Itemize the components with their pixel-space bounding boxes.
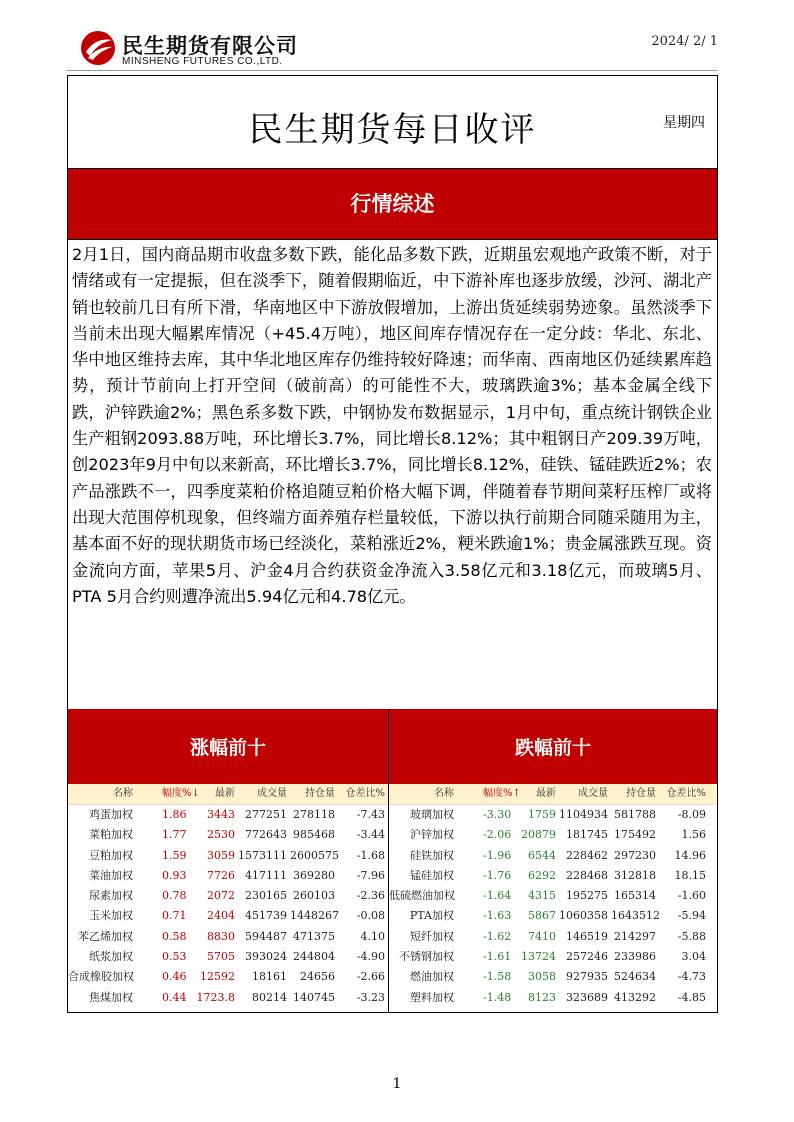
gainers-title: 涨幅前十	[68, 709, 388, 784]
cell-open-interest: 140745	[293, 990, 335, 1004]
cell-volume: 927935	[566, 970, 608, 984]
cell-oi-change: 1.56	[681, 828, 706, 842]
table-row	[389, 846, 717, 866]
col-last: 最新	[215, 788, 235, 799]
col-change: 幅度%↓	[162, 788, 200, 799]
table-row	[389, 947, 717, 967]
cell-oi-change: -1.60	[677, 889, 706, 903]
cell-last: 3058	[528, 970, 556, 984]
cell-last: 1723.8	[196, 990, 235, 1004]
gainers-body	[68, 805, 388, 1008]
cell-oi-change: -2.66	[356, 970, 385, 984]
section-banner	[68, 169, 717, 240]
col-volume: 成交量	[257, 788, 287, 799]
cell-last: 2530	[207, 828, 235, 842]
cell-open-interest: 233986	[614, 950, 656, 964]
cell-change: -1.61	[483, 950, 512, 964]
table-row	[389, 967, 717, 987]
table-row	[68, 846, 388, 866]
cell-name: 纸浆加权	[89, 950, 133, 964]
table-row	[389, 988, 717, 1008]
cell-change: 0.58	[162, 929, 187, 943]
cell-last: 5705	[207, 950, 235, 964]
cell-change: 0.93	[162, 868, 187, 882]
page-title: 民生期货每日收评	[248, 110, 537, 150]
cell-volume: 195275	[566, 889, 608, 903]
cell-name: 豆粕加权	[89, 848, 133, 862]
table-row	[68, 906, 388, 926]
cell-name: 玉米加权	[89, 909, 133, 923]
cell-name: 玻璃加权	[410, 808, 454, 821]
cell-volume: 257246	[566, 950, 608, 964]
cell-last: 2072	[207, 889, 235, 903]
cell-change: -1.96	[483, 848, 512, 862]
cell-change: 0.46	[162, 970, 187, 984]
cell-name: 锰硅加权	[410, 868, 454, 882]
cell-open-interest: 312818	[614, 868, 656, 882]
cell-change: -1.62	[483, 929, 512, 943]
cell-name: 低硫燃油加权	[389, 889, 455, 903]
cell-oi-change: 14.96	[674, 848, 706, 862]
header-divider	[66, 70, 718, 71]
cell-change: -3.30	[483, 808, 512, 821]
cell-change: -2.06	[483, 828, 512, 842]
cell-open-interest: 1643512	[611, 909, 660, 923]
cell-oi-change: -4.90	[356, 950, 385, 964]
report-frame	[67, 75, 718, 1013]
cell-change: 0.71	[162, 909, 187, 923]
cell-last: 2404	[207, 909, 235, 923]
cell-open-interest: 1448267	[290, 909, 339, 923]
cell-open-interest: 413292	[614, 990, 656, 1004]
market-summary: 2月1日，国内商品期市收盘多数下跌，能化品多数下跌，近期虽宏观地产政策不断，对于情绪或有一定提振，但在淡季下，随着假期临近，中下游补库也逐步放缓，沙河、湖北产销也较前几日有所下滑，华南地区中下游放假增加，上游出货延续弱势迹象。虽然淡季下当前未出现大幅累库情况（+45.4万吨），地区间库存情况存在一定分歧：华北、东北、华中地区维持去库，其中华北地区库存仍维持较好降速；而华南、西南地区仍延续累库趋势，预计节前向上打开空间（破前高）的可能性不大，玻璃跌逾3%；基本金属全线下跌，沪锌跌逾2%；黑色系多数下跌，中钢协发布数据显示，1月中旬，重点统计钢铁企业生产粗钢2093.88万吨，环比增长3.7%，同比增长8.12%；其中粗钢日产209.39万吨，创2023年9月中旬以来新高，环比增长3.7%，同比增长8.12%，硅铁、锰硅跌近2%；农产品涨跌不一，四季度菜粕价格追随豆粕价格大幅下调，伴随着春节期间菜籽压榨厂或将出现大范围停机现象，但终端方面养殖存栏量较低，下游以执行前期合同随采随用为主，基本面不好的现状期货市场已经淡化，菜粕涨近2%，粳米跌逾1%；贵金属涨跌互现。资金流向方面，苹果5月、沪金4月合约获资金净流入3.58亿元和3.18亿元，而玻璃5月、PTA 5月合约则遭净流出5.94亿元和4.78亿元。	[72, 245, 712, 606]
cell-last: 7410	[528, 929, 556, 943]
cell-oi-change: 4.10	[360, 929, 385, 943]
cell-oi-change: -4.73	[677, 970, 706, 984]
cell-change: 1.59	[162, 848, 187, 862]
page-header	[0, 0, 794, 72]
cell-open-interest: 471375	[293, 929, 335, 943]
cell-last: 13724	[521, 950, 556, 964]
cell-volume: 1060358	[559, 909, 608, 923]
cell-name: 焦煤加权	[89, 990, 133, 1004]
ranking-tables	[68, 709, 717, 1012]
cell-oi-change: -7.96	[356, 868, 385, 882]
cell-last: 12592	[200, 970, 235, 984]
cell-change: 0.44	[162, 990, 187, 1004]
cell-oi-change: -3.44	[356, 828, 385, 842]
cell-volume: 277251	[245, 808, 287, 821]
gainers-table	[68, 709, 389, 1012]
table-row	[68, 886, 388, 906]
losers-table	[389, 709, 717, 1012]
cell-oi-change: -2.36	[356, 889, 385, 903]
table-row	[68, 927, 388, 947]
cell-open-interest: 260103	[293, 889, 335, 903]
cell-volume: 594487	[245, 929, 287, 943]
page-number: 1	[392, 1076, 402, 1092]
cell-oi-change: -0.08	[356, 909, 385, 923]
cell-name: 硅铁加权	[410, 848, 454, 862]
col-volume: 成交量	[578, 788, 608, 799]
cell-name: 短纤加权	[410, 929, 454, 943]
cell-last: 6292	[528, 868, 556, 882]
cell-change: -1.64	[483, 889, 512, 903]
table-row	[389, 886, 717, 906]
cell-name: 菜油加权	[89, 868, 133, 882]
cell-open-interest: 985468	[293, 828, 335, 842]
table-row	[389, 805, 717, 825]
cell-volume: 1573111	[238, 848, 287, 862]
cell-open-interest: 24656	[300, 970, 335, 984]
title-row	[68, 76, 717, 169]
col-open-interest: 持仓量	[305, 788, 335, 799]
col-open-interest: 持仓量	[626, 788, 656, 799]
cell-change: -1.48	[483, 990, 512, 1004]
cell-volume: 228468	[566, 868, 608, 882]
cell-volume: 228462	[566, 848, 608, 862]
col-name: 名称	[434, 788, 454, 799]
cell-name: 不锈钢加权	[399, 950, 454, 964]
cell-oi-change: -8.09	[677, 808, 706, 821]
cell-volume: 417111	[245, 868, 287, 882]
cell-volume: 18161	[252, 970, 287, 984]
losers-header-row	[389, 784, 717, 805]
cell-volume: 146519	[566, 929, 608, 943]
cell-oi-change: 18.15	[674, 868, 706, 882]
cell-name: 沪锌加权	[410, 828, 454, 842]
cell-open-interest: 278118	[293, 808, 335, 821]
table-row	[389, 866, 717, 886]
report-date: 2024/ 2/ 1	[651, 34, 718, 49]
weekday-label: 星期四	[663, 115, 705, 131]
cell-open-interest: 369280	[293, 868, 335, 882]
col-name: 名称	[113, 788, 133, 799]
table-row	[68, 967, 388, 987]
cell-change: -1.76	[483, 868, 512, 882]
cell-change: 1.77	[162, 828, 187, 842]
cell-volume: 181745	[566, 828, 608, 842]
table-row	[68, 947, 388, 967]
col-oi-change: 仓差比%	[345, 788, 385, 799]
cell-open-interest: 165314	[614, 889, 656, 903]
cell-change: 0.53	[162, 950, 187, 964]
table-row	[68, 825, 388, 845]
cell-name: 苯乙烯加权	[78, 929, 133, 943]
table-row	[68, 805, 388, 825]
cell-name: 塑料加权	[410, 990, 454, 1004]
cell-name: 菜粕加权	[89, 828, 133, 842]
cell-last: 8123	[528, 990, 556, 1004]
cell-oi-change: -5.94	[677, 909, 706, 923]
cell-change: -1.58	[483, 970, 512, 984]
section-title: 行情综述	[350, 192, 435, 216]
cell-volume: 772643	[245, 828, 287, 842]
brand-name-en: MINSHENG FUTURES CO.,LTD.	[122, 56, 283, 67]
cell-change: 1.86	[162, 808, 187, 821]
cell-last: 8830	[207, 929, 235, 943]
cell-oi-change: -1.68	[356, 848, 385, 862]
cell-volume: 1104934	[559, 808, 608, 821]
cell-open-interest: 175492	[614, 828, 656, 842]
cell-oi-change: -3.23	[356, 990, 385, 1004]
table-row	[389, 927, 717, 947]
cell-last: 3059	[207, 848, 235, 862]
cell-change: -1.63	[483, 909, 512, 923]
cell-last: 3443	[207, 808, 235, 821]
cell-volume: 230165	[245, 889, 287, 903]
gainers-header-row	[68, 784, 388, 805]
cell-open-interest: 2600575	[290, 848, 339, 862]
cell-oi-change: 3.04	[681, 950, 706, 964]
cell-volume: 323689	[566, 990, 608, 1004]
cell-name: 燃油加权	[410, 970, 454, 984]
cell-volume: 393024	[245, 950, 287, 964]
col-oi-change: 仓差比%	[666, 788, 706, 799]
table-row	[389, 825, 717, 845]
cell-oi-change: -4.85	[677, 990, 706, 1004]
cell-open-interest: 214297	[614, 929, 656, 943]
col-change: 幅度%↑	[483, 788, 521, 799]
cell-last: 1759	[528, 808, 556, 821]
cell-open-interest: 244804	[293, 950, 335, 964]
cell-open-interest: 297230	[614, 848, 656, 862]
cell-oi-change: -5.88	[677, 929, 706, 943]
brand-name-cn: 民生期货有限公司	[122, 34, 298, 58]
cell-volume: 80214	[252, 990, 287, 1004]
table-row	[389, 906, 717, 926]
cell-name: 合成橡胶加权	[68, 970, 134, 984]
table-row	[68, 988, 388, 1008]
cell-oi-change: -7.43	[356, 808, 385, 821]
minsheng-logo-icon	[78, 28, 118, 68]
cell-last: 4315	[528, 889, 556, 903]
cell-name: 鸡蛋加权	[89, 808, 133, 821]
cell-name: 尿素加权	[89, 889, 133, 903]
cell-change: 0.78	[162, 889, 187, 903]
losers-title: 跌幅前十	[389, 709, 717, 784]
cell-last: 6544	[528, 848, 556, 862]
col-last: 最新	[536, 788, 556, 799]
cell-last: 20879	[521, 828, 556, 842]
cell-open-interest: 581788	[614, 808, 656, 821]
cell-last: 5867	[528, 909, 556, 923]
cell-volume: 451739	[245, 909, 287, 923]
losers-body	[389, 805, 717, 1008]
cell-name: PTA加权	[409, 909, 454, 923]
cell-open-interest: 524634	[614, 970, 656, 984]
table-row	[68, 866, 388, 886]
cell-last: 7726	[207, 868, 235, 882]
